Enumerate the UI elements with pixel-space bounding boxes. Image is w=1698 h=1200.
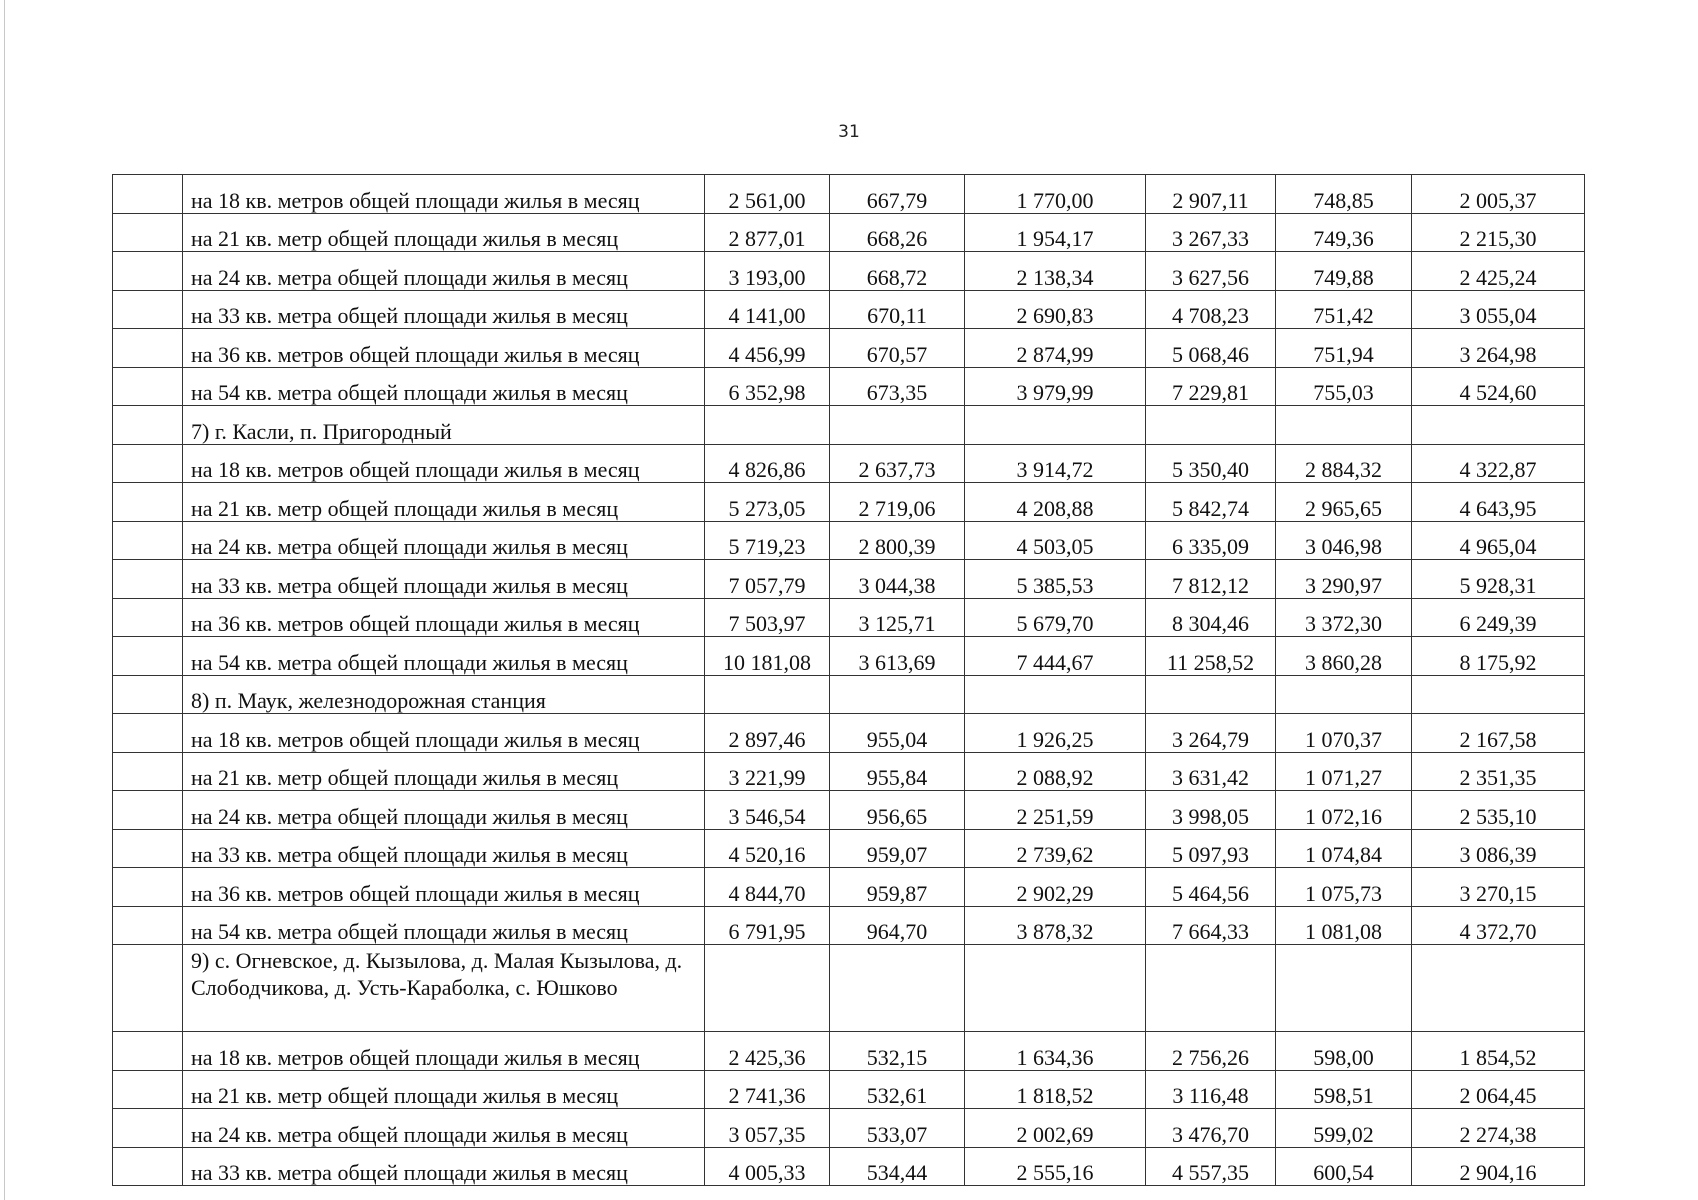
value-cell-4: [1146, 945, 1276, 1032]
value-cell-5: 599,02: [1276, 1109, 1412, 1148]
value-cell-2: 667,79: [830, 175, 965, 214]
value-cell-3: 3 914,72: [965, 444, 1146, 483]
description-cell: на 21 кв. метр общей площади жилья в месяц: [183, 752, 705, 791]
value-cell-6: 2 005,37: [1412, 175, 1585, 214]
value-cell-6: 3 264,98: [1412, 329, 1585, 368]
description-cell: на 54 кв. метра общей площади жилья в месяц: [183, 367, 705, 406]
value-cell-1: 4 844,70: [705, 868, 830, 907]
value-cell-4: 3 476,70: [1146, 1109, 1276, 1148]
value-cell-3: 2 002,69: [965, 1109, 1146, 1148]
value-cell-3: 1 770,00: [965, 175, 1146, 214]
table-row: [113, 560, 1585, 599]
value-cell-4: [1146, 406, 1276, 445]
value-cell-6: 2 904,16: [1412, 1147, 1585, 1186]
value-cell-3: [965, 675, 1146, 714]
value-cell-3: 2 739,62: [965, 829, 1146, 868]
description-cell: на 18 кв. метров общей площади жилья в месяц: [183, 1032, 705, 1071]
value-cell-2: 668,26: [830, 213, 965, 252]
value-cell-3: 4 503,05: [965, 521, 1146, 560]
tariff-table: [112, 174, 1585, 1186]
value-cell-3: 2 902,29: [965, 868, 1146, 907]
value-cell-6: 2 535,10: [1412, 791, 1585, 830]
value-cell-4: 5 350,40: [1146, 444, 1276, 483]
table-row: [113, 752, 1585, 791]
value-cell-6: 8 175,92: [1412, 637, 1585, 676]
value-cell-4: 3 116,48: [1146, 1070, 1276, 1109]
value-cell-3: 2 088,92: [965, 752, 1146, 791]
index-cell: [113, 752, 183, 791]
value-cell-6: 4 524,60: [1412, 367, 1585, 406]
table-row: [113, 252, 1585, 291]
value-cell-6: 4 372,70: [1412, 906, 1585, 945]
value-cell-3: 3 878,32: [965, 906, 1146, 945]
value-cell-1: 2 425,36: [705, 1032, 830, 1071]
value-cell-1: 2 741,36: [705, 1070, 830, 1109]
value-cell-4: [1146, 675, 1276, 714]
value-cell-1: 2 561,00: [705, 175, 830, 214]
description-cell: на 54 кв. метра общей площади жилья в месяц: [183, 637, 705, 676]
section-row: [113, 675, 1585, 714]
value-cell-5: 1 071,27: [1276, 752, 1412, 791]
value-cell-6: 2 215,30: [1412, 213, 1585, 252]
value-cell-1: 7 503,97: [705, 598, 830, 637]
index-cell: [113, 1032, 183, 1071]
value-cell-5: 2 884,32: [1276, 444, 1412, 483]
value-cell-5: [1276, 945, 1412, 1032]
description-cell: на 33 кв. метра общей площади жилья в месяц: [183, 1147, 705, 1186]
index-cell: [113, 598, 183, 637]
value-cell-5: 751,42: [1276, 290, 1412, 329]
value-cell-5: 598,51: [1276, 1070, 1412, 1109]
description-cell: на 36 кв. метров общей площади жилья в месяц: [183, 868, 705, 907]
value-cell-2: 670,57: [830, 329, 965, 368]
value-cell-1: 4 826,86: [705, 444, 830, 483]
value-cell-4: 7 812,12: [1146, 560, 1276, 599]
value-cell-4: 2 756,26: [1146, 1032, 1276, 1071]
value-cell-4: 7 664,33: [1146, 906, 1276, 945]
value-cell-5: 1 081,08: [1276, 906, 1412, 945]
index-cell: [113, 637, 183, 676]
description-cell: на 33 кв. метра общей площади жилья в месяц: [183, 290, 705, 329]
value-cell-3: 2 874,99: [965, 329, 1146, 368]
table-row: [113, 290, 1585, 329]
section-title-cell: 8) п. Маук, железнодорожная станция: [183, 675, 705, 714]
value-cell-2: 959,87: [830, 868, 965, 907]
index-cell: [113, 367, 183, 406]
value-cell-5: 751,94: [1276, 329, 1412, 368]
table-row: [113, 1147, 1585, 1186]
description-cell: на 24 кв. метра общей площади жилья в месяц: [183, 791, 705, 830]
table-row: [113, 598, 1585, 637]
page-number: 31: [838, 122, 860, 142]
value-cell-6: [1412, 675, 1585, 714]
value-cell-6: 5 928,31: [1412, 560, 1585, 599]
value-cell-4: 7 229,81: [1146, 367, 1276, 406]
value-cell-6: 3 055,04: [1412, 290, 1585, 329]
value-cell-3: 4 208,88: [965, 483, 1146, 522]
table-row: [113, 714, 1585, 753]
table-row: [113, 829, 1585, 868]
value-cell-5: 748,85: [1276, 175, 1412, 214]
value-cell-2: 3 613,69: [830, 637, 965, 676]
value-cell-2: 959,07: [830, 829, 965, 868]
description-cell: на 21 кв. метр общей площади жилья в месяц: [183, 1070, 705, 1109]
description-cell: на 24 кв. метра общей площади жилья в месяц: [183, 1109, 705, 1148]
index-cell: [113, 675, 183, 714]
index-cell: [113, 1147, 183, 1186]
description-cell: на 21 кв. метр общей площади жилья в месяц: [183, 213, 705, 252]
index-cell: [113, 945, 183, 1032]
index-cell: [113, 252, 183, 291]
value-cell-1: 2 877,01: [705, 213, 830, 252]
description-cell: на 33 кв. метра общей площади жилья в месяц: [183, 829, 705, 868]
value-cell-2: 673,35: [830, 367, 965, 406]
index-cell: [113, 714, 183, 753]
value-cell-6: 4 965,04: [1412, 521, 1585, 560]
value-cell-3: [965, 406, 1146, 445]
table-row: [113, 175, 1585, 214]
value-cell-1: 5 273,05: [705, 483, 830, 522]
index-cell: [113, 829, 183, 868]
value-cell-2: 955,04: [830, 714, 965, 753]
value-cell-3: 2 555,16: [965, 1147, 1146, 1186]
value-cell-5: 1 070,37: [1276, 714, 1412, 753]
value-cell-1: 2 897,46: [705, 714, 830, 753]
value-cell-5: 600,54: [1276, 1147, 1412, 1186]
value-cell-5: 2 965,65: [1276, 483, 1412, 522]
value-cell-3: 1 926,25: [965, 714, 1146, 753]
value-cell-6: 2 351,35: [1412, 752, 1585, 791]
value-cell-6: 2 064,45: [1412, 1070, 1585, 1109]
value-cell-1: [705, 945, 830, 1032]
value-cell-5: 1 075,73: [1276, 868, 1412, 907]
value-cell-5: 749,88: [1276, 252, 1412, 291]
value-cell-6: 4 643,95: [1412, 483, 1585, 522]
value-cell-6: 4 322,87: [1412, 444, 1585, 483]
value-cell-3: 5 385,53: [965, 560, 1146, 599]
value-cell-6: [1412, 406, 1585, 445]
value-cell-4: 4 557,35: [1146, 1147, 1276, 1186]
value-cell-3: 2 138,34: [965, 252, 1146, 291]
value-cell-1: 4 141,00: [705, 290, 830, 329]
description-cell: на 24 кв. метра общей площади жилья в месяц: [183, 252, 705, 291]
section-row: [113, 945, 1585, 1032]
value-cell-2: [830, 945, 965, 1032]
index-cell: [113, 1109, 183, 1148]
value-cell-3: 2 690,83: [965, 290, 1146, 329]
value-cell-1: 5 719,23: [705, 521, 830, 560]
table-row: [113, 521, 1585, 560]
table-row: [113, 637, 1585, 676]
value-cell-2: 3 044,38: [830, 560, 965, 599]
value-cell-5: [1276, 675, 1412, 714]
value-cell-2: 670,11: [830, 290, 965, 329]
value-cell-3: [965, 945, 1146, 1032]
value-cell-1: 3 057,35: [705, 1109, 830, 1148]
value-cell-3: 1 634,36: [965, 1032, 1146, 1071]
value-cell-5: 3 372,30: [1276, 598, 1412, 637]
value-cell-6: 1 854,52: [1412, 1032, 1585, 1071]
value-cell-5: 755,03: [1276, 367, 1412, 406]
value-cell-2: [830, 675, 965, 714]
value-cell-2: 532,15: [830, 1032, 965, 1071]
value-cell-4: 2 907,11: [1146, 175, 1276, 214]
value-cell-3: 2 251,59: [965, 791, 1146, 830]
value-cell-1: 3 193,00: [705, 252, 830, 291]
value-cell-2: 2 719,06: [830, 483, 965, 522]
table-row: [113, 213, 1585, 252]
value-cell-6: 2 167,58: [1412, 714, 1585, 753]
value-cell-5: [1276, 406, 1412, 445]
table-row: [113, 329, 1585, 368]
section-row: [113, 406, 1585, 445]
value-cell-2: 3 125,71: [830, 598, 965, 637]
index-cell: [113, 444, 183, 483]
value-cell-2: 956,65: [830, 791, 965, 830]
value-cell-4: 3 631,42: [1146, 752, 1276, 791]
value-cell-6: 3 270,15: [1412, 868, 1585, 907]
section-title-cell: 7) г. Касли, п. Пригородный: [183, 406, 705, 445]
value-cell-1: 3 546,54: [705, 791, 830, 830]
description-cell: на 24 кв. метра общей площади жилья в месяц: [183, 521, 705, 560]
value-cell-2: 533,07: [830, 1109, 965, 1148]
value-cell-4: 6 335,09: [1146, 521, 1276, 560]
index-cell: [113, 329, 183, 368]
value-cell-6: 2 274,38: [1412, 1109, 1585, 1148]
value-cell-1: [705, 406, 830, 445]
value-cell-4: 5 464,56: [1146, 868, 1276, 907]
value-cell-2: 532,61: [830, 1070, 965, 1109]
value-cell-4: 5 097,93: [1146, 829, 1276, 868]
value-cell-1: 7 057,79: [705, 560, 830, 599]
table-row: [113, 367, 1585, 406]
value-cell-2: [830, 406, 965, 445]
description-cell: на 18 кв. метров общей площади жилья в месяц: [183, 444, 705, 483]
value-cell-1: 6 791,95: [705, 906, 830, 945]
value-cell-3: 7 444,67: [965, 637, 1146, 676]
value-cell-1: 6 352,98: [705, 367, 830, 406]
table-row: [113, 483, 1585, 522]
value-cell-5: 598,00: [1276, 1032, 1412, 1071]
value-cell-6: [1412, 945, 1585, 1032]
description-cell: на 21 кв. метр общей площади жилья в месяц: [183, 483, 705, 522]
description-cell: на 18 кв. метров общей площади жилья в месяц: [183, 714, 705, 753]
index-cell: [113, 406, 183, 445]
value-cell-2: 534,44: [830, 1147, 965, 1186]
index-cell: [113, 521, 183, 560]
index-cell: [113, 483, 183, 522]
value-cell-5: 3 046,98: [1276, 521, 1412, 560]
table-row: [113, 1109, 1585, 1148]
value-cell-4: 4 708,23: [1146, 290, 1276, 329]
table-row: [113, 1032, 1585, 1071]
value-cell-3: 3 979,99: [965, 367, 1146, 406]
index-cell: [113, 1070, 183, 1109]
description-cell: на 36 кв. метров общей площади жилья в месяц: [183, 598, 705, 637]
value-cell-3: 1 954,17: [965, 213, 1146, 252]
value-cell-4: 11 258,52: [1146, 637, 1276, 676]
value-cell-1: 10 181,08: [705, 637, 830, 676]
value-cell-4: 3 998,05: [1146, 791, 1276, 830]
value-cell-4: 5 842,74: [1146, 483, 1276, 522]
index-cell: [113, 906, 183, 945]
value-cell-6: 2 425,24: [1412, 252, 1585, 291]
value-cell-2: 2 637,73: [830, 444, 965, 483]
value-cell-4: 5 068,46: [1146, 329, 1276, 368]
value-cell-6: 3 086,39: [1412, 829, 1585, 868]
index-cell: [113, 213, 183, 252]
value-cell-5: 3 860,28: [1276, 637, 1412, 676]
description-cell: на 36 кв. метров общей площади жилья в месяц: [183, 329, 705, 368]
description-cell: на 18 кв. метров общей площади жилья в месяц: [183, 175, 705, 214]
value-cell-4: 3 627,56: [1146, 252, 1276, 291]
value-cell-6: 6 249,39: [1412, 598, 1585, 637]
value-cell-1: [705, 675, 830, 714]
table-row: [113, 868, 1585, 907]
index-cell: [113, 560, 183, 599]
value-cell-3: 5 679,70: [965, 598, 1146, 637]
description-cell: на 54 кв. метра общей площади жилья в месяц: [183, 906, 705, 945]
value-cell-2: 955,84: [830, 752, 965, 791]
value-cell-1: 4 520,16: [705, 829, 830, 868]
section-title-cell: 9) с. Огневское, д. Кызылова, д. Малая Кызылова, д. Слободчикова, д. Усть-Караболка, с. Юшково: [183, 945, 705, 1032]
index-cell: [113, 868, 183, 907]
table-row: [113, 791, 1585, 830]
value-cell-4: 3 267,33: [1146, 213, 1276, 252]
value-cell-5: 749,36: [1276, 213, 1412, 252]
table-row: [113, 444, 1585, 483]
value-cell-2: 964,70: [830, 906, 965, 945]
value-cell-5: 1 072,16: [1276, 791, 1412, 830]
value-cell-1: 3 221,99: [705, 752, 830, 791]
value-cell-5: 1 074,84: [1276, 829, 1412, 868]
table-row: [113, 906, 1585, 945]
index-cell: [113, 290, 183, 329]
value-cell-4: 8 304,46: [1146, 598, 1276, 637]
value-cell-1: 4 005,33: [705, 1147, 830, 1186]
index-cell: [113, 175, 183, 214]
table-row: [113, 1070, 1585, 1109]
value-cell-3: 1 818,52: [965, 1070, 1146, 1109]
value-cell-1: 4 456,99: [705, 329, 830, 368]
page-edge-line: [4, 0, 5, 1200]
index-cell: [113, 791, 183, 830]
value-cell-2: 2 800,39: [830, 521, 965, 560]
description-cell: на 33 кв. метра общей площади жилья в месяц: [183, 560, 705, 599]
table-body: [113, 175, 1585, 1186]
value-cell-4: 3 264,79: [1146, 714, 1276, 753]
value-cell-2: 668,72: [830, 252, 965, 291]
value-cell-5: 3 290,97: [1276, 560, 1412, 599]
